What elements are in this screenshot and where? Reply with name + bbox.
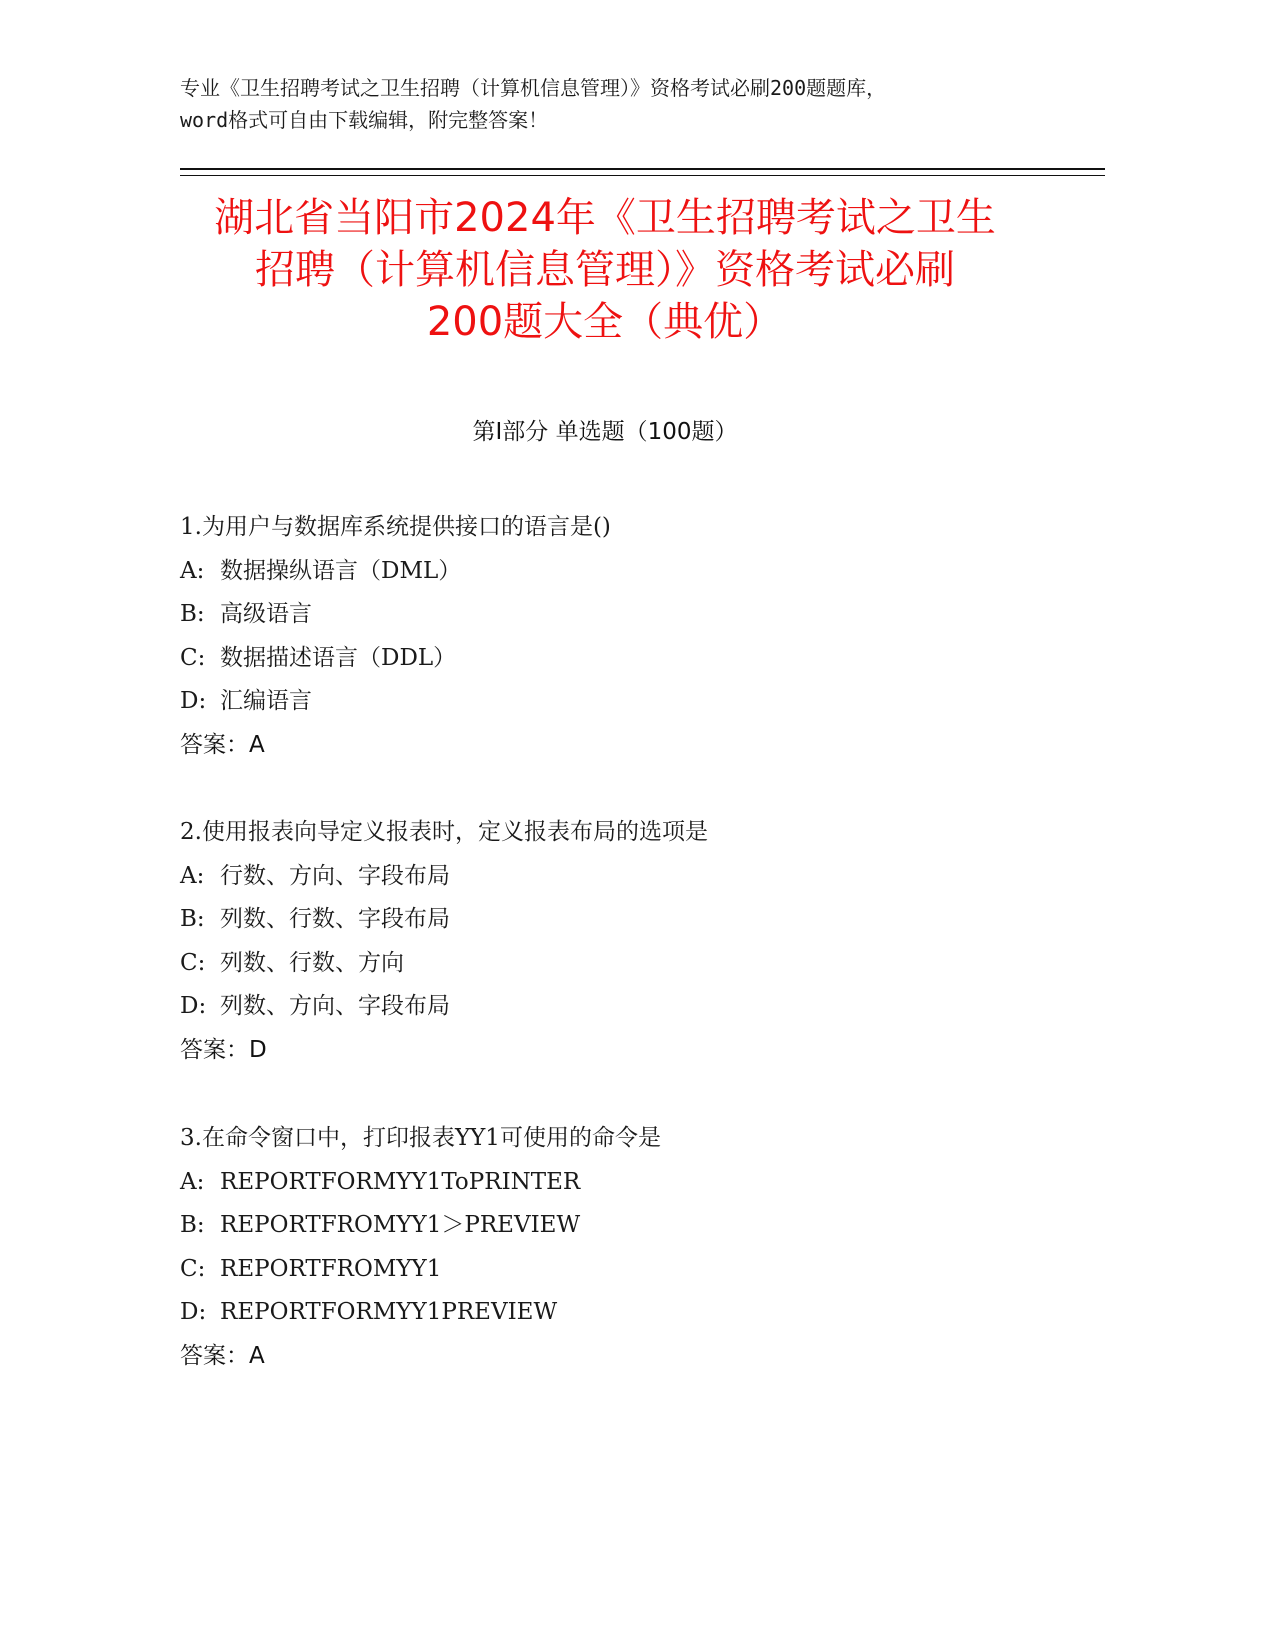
document-title-line-2: 招聘（计算机信息管理）》资格考试必刷 [255,247,955,293]
option-text: 数据操纵语言（DML） [220,557,462,584]
option-text: 数据描述语言（DDL） [220,644,457,671]
option-c [180,942,1080,986]
document-title-line-3: 200题大全（典优） [426,299,784,345]
option-a [180,1161,1080,1205]
option-b [180,1204,1080,1248]
section-heading: 第Ⅰ部分 单选题（100题） [472,419,738,445]
option-key: A: [180,557,205,584]
option-key: D: [180,993,207,1019]
option-a [180,855,1080,899]
option-key: C: [180,949,206,976]
header-note [180,72,1060,136]
option-c [180,1248,1080,1292]
answer: 答案：A [180,731,265,758]
option-text: 汇编语言 [220,688,312,714]
option-key: C: [180,1255,206,1282]
answer: 答案：D [180,1036,267,1063]
option-key: D: [180,1299,207,1325]
question-stem: 1.为用户与数据库系统提供接口的语言是() [180,514,611,540]
option-d [180,985,1080,1029]
question-1 [180,506,1080,767]
option-text: 列数、方向、字段布局 [220,993,450,1019]
header-divider-thin [180,175,1105,176]
question-stem: 2.使用报表向导定义报表时，定义报表布局的选项是 [180,819,708,845]
option-text: 列数、行数、字段布局 [220,906,450,932]
option-text: REPORTFORMYY1ToPRINTER [220,1168,581,1195]
option-key: C: [180,644,206,671]
document-title-line-1: 湖北省当阳市2024年《卫生招聘考试之卫生 [214,195,996,241]
option-key: A: [180,1168,205,1195]
answer: 答案：A [180,1342,265,1369]
question-2 [180,811,1080,1072]
option-text: REPORTFORMYY1PREVIEW [220,1299,558,1325]
document-title [150,192,1060,348]
header-divider-thick [180,168,1105,170]
option-c [180,637,1080,681]
option-key: D: [180,688,207,714]
option-text: REPORTFROMYY1＞PREVIEW [220,1212,581,1238]
option-key: B: [180,601,205,627]
option-b [180,593,1080,637]
question-stem: 3.在命令窗口中，打印报表YY1可使用的命令是 [180,1125,661,1151]
header-note-line-1: 专业《卫生招聘考试之卫生招聘（计算机信息管理）》资格考试必刷200题题库， [180,76,887,100]
option-key: B: [180,1212,205,1238]
option-key: A: [180,862,205,889]
option-b [180,898,1080,942]
option-text: 列数、行数、方向 [220,949,404,976]
option-text: 行数、方向、字段布局 [220,862,450,889]
question-3 [180,1117,1080,1378]
option-key: B: [180,906,205,932]
option-text: 高级语言 [220,601,312,627]
option-a [180,550,1080,594]
header-note-line-2: word格式可自由下载编辑，附完整答案！ [180,108,549,132]
option-d [180,680,1080,724]
option-text: REPORTFROMYY1 [220,1255,442,1282]
option-d [180,1291,1080,1335]
